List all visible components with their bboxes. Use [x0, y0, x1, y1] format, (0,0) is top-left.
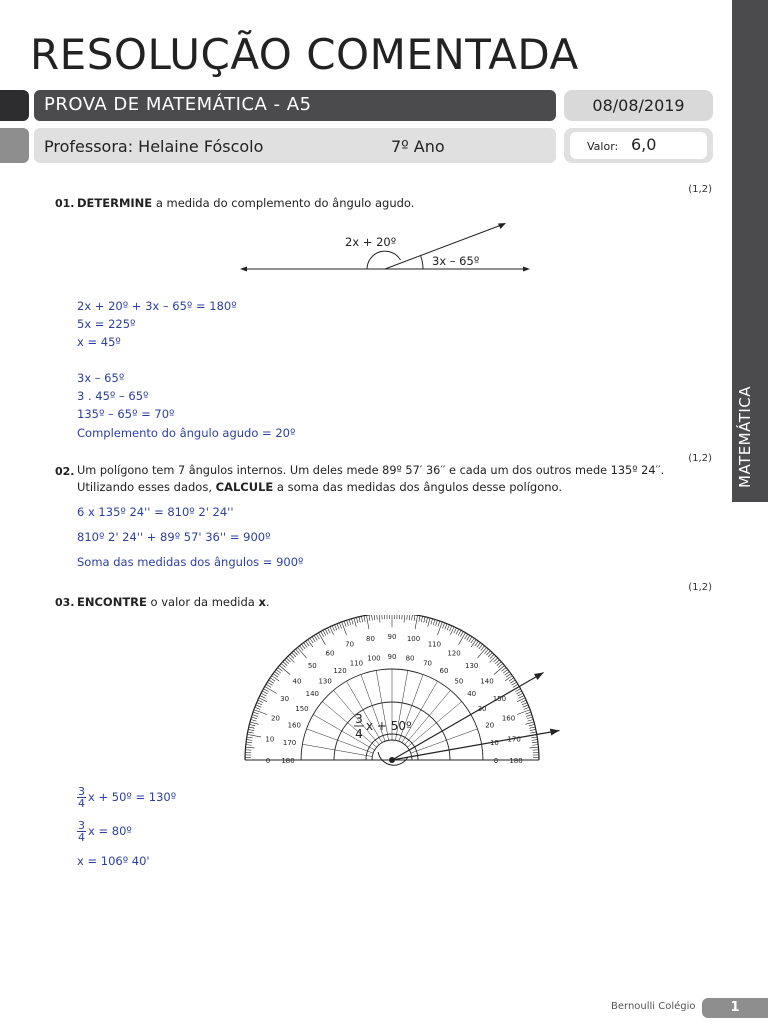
protractor-tick — [530, 732, 536, 733]
protractor-tick — [319, 633, 326, 645]
protractor-tick — [409, 615, 410, 620]
protractor-tick — [246, 740, 252, 741]
protractor-tick — [308, 640, 313, 647]
protractor-tick — [503, 669, 508, 673]
protractor-tick — [506, 674, 511, 678]
protractor-tick — [456, 629, 459, 634]
exam-title: PROVA DE MATEMÁTICA - A5 — [44, 94, 312, 115]
protractor-inner-label: 60 — [439, 666, 449, 675]
protractor-tick — [361, 616, 362, 622]
protractor-tick — [325, 629, 328, 634]
protractor-tick — [481, 646, 485, 651]
protractor-tick — [251, 719, 257, 721]
protractor-tick — [284, 660, 288, 664]
protractor-tick — [523, 705, 529, 707]
protractor-tick — [251, 717, 257, 719]
q1-answer-line: 3 . 45º – 65º — [77, 389, 149, 403]
protractor-tick — [255, 707, 261, 709]
protractor-inner-tick — [366, 755, 372, 756]
protractor-tick — [351, 619, 353, 625]
protractor-tick — [407, 615, 408, 620]
q1-label-right: 3x – 65º — [432, 254, 480, 268]
protractor-tick — [529, 727, 535, 728]
q1-arrow-ray — [498, 223, 506, 229]
protractor-inner-tick — [402, 737, 405, 742]
q1-answer-line: 5x = 225º — [77, 317, 136, 331]
protractor-tick — [445, 624, 447, 630]
protractor-inner-label: 130 — [318, 677, 332, 686]
protractor-tick — [488, 652, 492, 656]
protractor-tick — [247, 737, 253, 738]
protractor-tick — [414, 615, 415, 621]
q2-answer-line: 6 x 135º 24'' = 810º 2' 24'' — [77, 505, 234, 519]
protractor-tick — [292, 652, 296, 656]
protractor-tick — [339, 623, 341, 629]
q3-ans-frac-den: 4 — [78, 797, 85, 810]
protractor-tick — [454, 628, 457, 633]
q3-ans-frac-num: 3 — [78, 785, 85, 798]
protractor-tick — [306, 641, 310, 646]
protractor-outer-label: 120 — [447, 649, 461, 658]
q3-number: 03. — [55, 596, 75, 609]
protractor-tick — [517, 710, 530, 715]
exam-date: 08/08/2019 — [592, 96, 685, 115]
protractor-tick — [262, 691, 267, 694]
protractor-inner-label: 0 — [493, 757, 499, 765]
protractor-tick — [471, 640, 476, 647]
protractor-tick — [479, 644, 483, 649]
protractor-outer-label: 10 — [265, 735, 275, 744]
q1-answer-line: x = 45º — [77, 335, 121, 349]
q3-text-end: . — [265, 595, 270, 609]
protractor-tick — [258, 700, 263, 702]
date-box — [564, 90, 713, 121]
value-inner — [570, 132, 707, 159]
protractor-tick — [312, 637, 315, 642]
protractor-outer-label: 160 — [501, 714, 516, 723]
protractor-tick — [254, 710, 267, 715]
subject-label: MATEMÁTICA — [736, 385, 754, 488]
protractor-tick — [530, 729, 536, 730]
protractor-tick — [261, 693, 266, 696]
protractor-tick — [349, 619, 351, 625]
protractor-tick — [516, 691, 521, 694]
q1-arc-left — [367, 251, 401, 269]
protractor-outer-label: 100 — [406, 634, 421, 643]
protractor-outer-label: 130 — [465, 662, 479, 671]
protractor-inner-label: 70 — [423, 659, 433, 668]
protractor-tick — [505, 676, 512, 681]
protractor-tick — [459, 633, 466, 645]
protractor-inner-tick — [387, 734, 388, 740]
protractor-inner-tick — [369, 747, 374, 750]
protractor-tick — [526, 715, 532, 717]
protractor-tick — [246, 742, 252, 743]
protractor-tick — [431, 619, 433, 625]
protractor-tick — [467, 635, 470, 640]
protractor-inner-label: 140 — [305, 690, 320, 699]
q1-lead: DETERMINE — [77, 196, 153, 210]
protractor-tick — [404, 615, 405, 623]
q3-protractor-figure — [220, 615, 560, 770]
protractor-tick — [249, 727, 255, 728]
protractor-outer-label: 140 — [480, 677, 494, 686]
protractor-tick — [475, 641, 479, 646]
protractor-outer-label: 50 — [307, 662, 317, 671]
protractor-inner-label: 100 — [367, 654, 381, 663]
protractor-inner-label: 120 — [333, 666, 347, 675]
protractor-tick — [321, 631, 324, 636]
protractor-tick — [490, 656, 496, 662]
q2-answer-line: 810º 2' 24'' + 89º 57' 36'' = 900º — [77, 530, 271, 544]
protractor-tick — [294, 651, 298, 655]
q3-ans-line2-rest: x = 80º — [88, 824, 132, 838]
q3-text-mid: o valor da medida — [146, 595, 259, 609]
protractor-tick — [485, 649, 489, 654]
protractor-tick — [296, 649, 300, 654]
protractor-tick — [433, 619, 435, 625]
q3-ans-frac — [77, 820, 86, 843]
q1-angle-figure — [230, 218, 540, 280]
protractor-tick — [359, 617, 360, 623]
q1-answer-line: Complemento do ângulo agudo = 20º — [77, 426, 296, 440]
q2-number: 02. — [55, 465, 75, 478]
protractor-tick — [529, 747, 538, 748]
protractor-tick — [532, 745, 538, 746]
protractor-tick — [248, 729, 254, 730]
protractor-inner-tick — [399, 736, 401, 742]
q2-line2-pre: Utilizando esses dados, — [77, 480, 216, 494]
protractor-tick — [510, 680, 515, 683]
q3-answer-line2 — [77, 820, 132, 843]
protractor-tick — [256, 705, 262, 707]
protractor-tick — [428, 618, 430, 627]
q3-var: x — [258, 595, 266, 609]
protractor-tick — [281, 664, 286, 668]
protractor-tick — [369, 615, 370, 621]
protractor-tick — [469, 637, 472, 642]
protractor-labels — [265, 633, 522, 765]
school-grade: 7º Ano — [391, 137, 445, 156]
q3-expr-rest: x + 50º — [366, 719, 412, 733]
value-box — [564, 128, 713, 163]
protractor-tick — [328, 628, 331, 633]
q1-label-left: 2x + 20º — [345, 235, 397, 249]
protractor-tick — [269, 680, 274, 683]
protractor-inner-tick — [379, 737, 382, 742]
protractor-tick — [458, 630, 461, 635]
protractor-inner-tick — [411, 751, 417, 753]
protractor-tick — [323, 630, 326, 635]
q3-lead: ENCONTRE — [77, 595, 147, 609]
value-label: Valor: — [587, 140, 619, 153]
protractor-tick — [286, 658, 290, 662]
protractor-tick — [267, 682, 272, 685]
protractor-ray-right-arrow — [534, 673, 544, 681]
protractor-center-dot — [389, 757, 395, 763]
exam-title-bar — [34, 90, 556, 121]
protractor-tick — [266, 684, 271, 687]
protractor-inner-tick — [407, 743, 412, 747]
protractor-tick — [374, 615, 375, 620]
protractor-tick — [335, 625, 337, 631]
protractor-tick — [270, 678, 275, 681]
protractor-tick — [513, 684, 518, 687]
protractor-inner-label: 40 — [467, 690, 477, 699]
teacher-name: Professora: Helaine Fóscolo — [44, 137, 264, 156]
protractor-tick — [502, 667, 507, 671]
q1-answer-line: 3x – 65º — [77, 371, 125, 385]
q1-answer-line: 135º – 65º = 70º — [77, 407, 175, 421]
protractor-tick — [437, 622, 442, 635]
protractor-outer-label: 40 — [292, 677, 302, 686]
protractor-tick — [528, 719, 534, 721]
protractor-outer-label: 60 — [325, 649, 335, 658]
protractor-inner-tick — [368, 751, 374, 753]
protractor-tick — [257, 703, 263, 705]
protractor-tick — [493, 658, 497, 662]
protractor-tick — [372, 615, 373, 620]
protractor-tick — [310, 638, 313, 643]
q3-ans-frac-num: 3 — [78, 819, 85, 832]
q1-number: 01. — [55, 197, 75, 210]
protractor-tick — [347, 620, 349, 626]
protractor-tick — [477, 643, 481, 648]
protractor-inner-tick — [405, 740, 409, 745]
protractor-tick — [304, 643, 308, 648]
protractor-tick — [509, 678, 514, 681]
protractor-inner-label: 160 — [287, 721, 301, 730]
protractor-tick — [447, 625, 449, 631]
protractor-tick — [471, 638, 474, 643]
protractor-tick — [265, 687, 277, 694]
protractor-tick — [342, 622, 347, 635]
q1-text: a medida do complemento do ângulo agudo. — [152, 196, 415, 210]
footer-school: Bernoulli Colégio — [611, 1001, 696, 1012]
protractor-tick — [518, 693, 523, 696]
protractor-outer-label: 30 — [280, 695, 290, 703]
protractor-tick — [379, 615, 380, 623]
protractor-tick — [486, 651, 490, 655]
q1-points: (1,2) — [688, 184, 712, 195]
protractor-radial — [409, 690, 451, 740]
q3-points: (1,2) — [688, 582, 712, 593]
protractor-inner-label: 170 — [282, 738, 297, 747]
protractor-inner-tick — [375, 740, 379, 745]
q2-points: (1,2) — [688, 453, 712, 464]
protractor-tick — [275, 672, 280, 676]
protractor-outer-label: 170 — [507, 735, 521, 744]
q2-statement-line2 — [77, 480, 562, 494]
protractor-tick — [532, 740, 538, 741]
protractor-tick — [529, 724, 535, 725]
q2-lead: CALCULE — [215, 480, 274, 494]
protractor-tick — [436, 620, 438, 626]
protractor-tick — [527, 717, 533, 719]
protractor-outer-label: 110 — [427, 640, 442, 649]
page-title: RESOLUÇÃO COMENTADA — [30, 30, 579, 79]
protractor-tick — [525, 722, 534, 724]
protractor-tick — [246, 745, 252, 746]
protractor-radial — [412, 702, 462, 744]
protractor-inner-label: 20 — [485, 721, 495, 730]
protractor-tick — [460, 631, 463, 636]
protractor-tick — [531, 737, 537, 738]
protractor-tick — [524, 707, 530, 709]
protractor-inner-label: 150 — [295, 705, 309, 713]
protractor-outer-label: 0 — [265, 757, 271, 765]
protractor-tick — [498, 664, 503, 668]
protractor-tick — [495, 660, 499, 664]
q3-expr-num: 3 — [355, 712, 363, 726]
q1-statement — [77, 196, 414, 210]
protractor-tick — [260, 696, 265, 699]
protractor-tick — [248, 732, 254, 733]
q1-arrow-right — [523, 267, 530, 272]
protractor-tick — [253, 712, 259, 714]
protractor-tick — [443, 623, 445, 629]
protractor-tick — [250, 722, 259, 724]
protractor-inner-label: 110 — [349, 659, 364, 668]
protractor-inner-label: 10 — [489, 738, 499, 747]
protractor-tick — [301, 644, 305, 649]
protractor-tick — [377, 615, 378, 620]
protractor-outer-label: 90 — [387, 633, 397, 641]
q3-statement — [77, 595, 270, 609]
protractor-tick — [273, 674, 278, 678]
q3-answer-line1 — [77, 786, 176, 809]
protractor-tick — [497, 662, 501, 666]
q1-answer-line: 2x + 20º + 3x – 65º = 180º — [77, 299, 237, 313]
protractor-tick — [532, 742, 538, 743]
protractor-tick — [272, 676, 279, 681]
protractor-tick — [525, 712, 531, 714]
protractor-tick — [249, 724, 255, 725]
value-amount: 6,0 — [631, 135, 657, 154]
protractor-outer-label: 20 — [271, 714, 280, 723]
protractor-tick — [276, 669, 281, 673]
protractor-tick — [512, 682, 517, 685]
protractor-tick — [421, 616, 422, 622]
protractor-tick — [337, 624, 339, 630]
protractor-tick — [252, 715, 258, 717]
q3-answer-line3: x = 106º 40' — [77, 854, 150, 868]
protractor-inner-tick — [372, 743, 377, 747]
protractor-tick — [419, 616, 420, 622]
protractor-tick — [344, 621, 346, 627]
protractor-tick — [314, 635, 317, 640]
q2-statement-line1: Um polígono tem 7 ângulos internos. Um deles mede 89º 57′ 36′′ e cada um dos outros mede 135º 24′′. — [77, 464, 665, 477]
protractor-inner-tick — [395, 734, 396, 740]
protractor-tick — [332, 626, 334, 631]
protractor-inner-label: 50 — [454, 677, 464, 686]
teacher-bar — [34, 128, 556, 163]
protractor-tick — [263, 689, 268, 692]
protractor-outer-label: 180 — [509, 757, 523, 765]
protractor-tick — [490, 654, 494, 658]
protractor-ray-left-arrow — [550, 729, 559, 736]
protractor-inner-label: 80 — [405, 654, 415, 663]
q1-arrow-left — [240, 267, 247, 272]
protractor-tick — [465, 634, 468, 639]
q3-expr-den: 4 — [355, 727, 363, 741]
protractor-tick — [354, 618, 356, 627]
protractor-tick — [278, 667, 283, 671]
protractor-tick — [364, 616, 365, 622]
protractor-tick — [288, 656, 294, 662]
protractor-tick — [519, 696, 524, 699]
protractor-tick — [299, 646, 303, 651]
protractor-tick — [426, 617, 427, 623]
page-number: 1 — [702, 998, 768, 1018]
protractor-inner-tick — [383, 736, 385, 742]
protractor-tick — [247, 734, 261, 736]
protractor-tick — [366, 615, 368, 629]
protractor-outer-label: 70 — [345, 640, 355, 649]
protractor-inner-label: 30 — [477, 705, 487, 713]
q3-ans-line1-rest: x + 50º = 130º — [88, 790, 177, 804]
protractor-tick — [521, 700, 526, 702]
q2-line2-post: a soma das medidas dos ângulos desse polígono. — [273, 480, 563, 494]
protractor-tick — [522, 703, 528, 705]
protractor-tick — [246, 747, 255, 748]
protractor-outer-label: 80 — [366, 634, 375, 643]
protractor-inner-label: 90 — [387, 653, 397, 661]
protractor-tick — [283, 662, 287, 666]
protractor-tick — [438, 621, 440, 627]
header-notch-light — [0, 128, 29, 163]
protractor-tick — [316, 634, 319, 639]
q1-arc-right — [421, 256, 424, 270]
protractor-tick — [412, 615, 413, 620]
protractor-tick — [290, 654, 294, 658]
subject-side-tab — [732, 0, 768, 502]
protractor-inner-label: 180 — [281, 757, 295, 765]
protractor-tick — [449, 626, 451, 631]
protractor-tick — [505, 672, 510, 676]
protractor-tick — [424, 617, 425, 623]
q2-answer-line: Soma das medidas dos ângulos = 900º — [77, 555, 304, 569]
protractor-radial — [322, 702, 372, 744]
q3-ans-frac — [77, 786, 86, 809]
protractor-tick — [515, 689, 520, 692]
protractor-tick — [415, 615, 417, 629]
q3-ans-frac-den: 4 — [78, 831, 85, 844]
protractor-tick — [356, 617, 357, 623]
protractor-outer-label: 150 — [492, 695, 507, 703]
header-notch-dark — [0, 90, 29, 121]
